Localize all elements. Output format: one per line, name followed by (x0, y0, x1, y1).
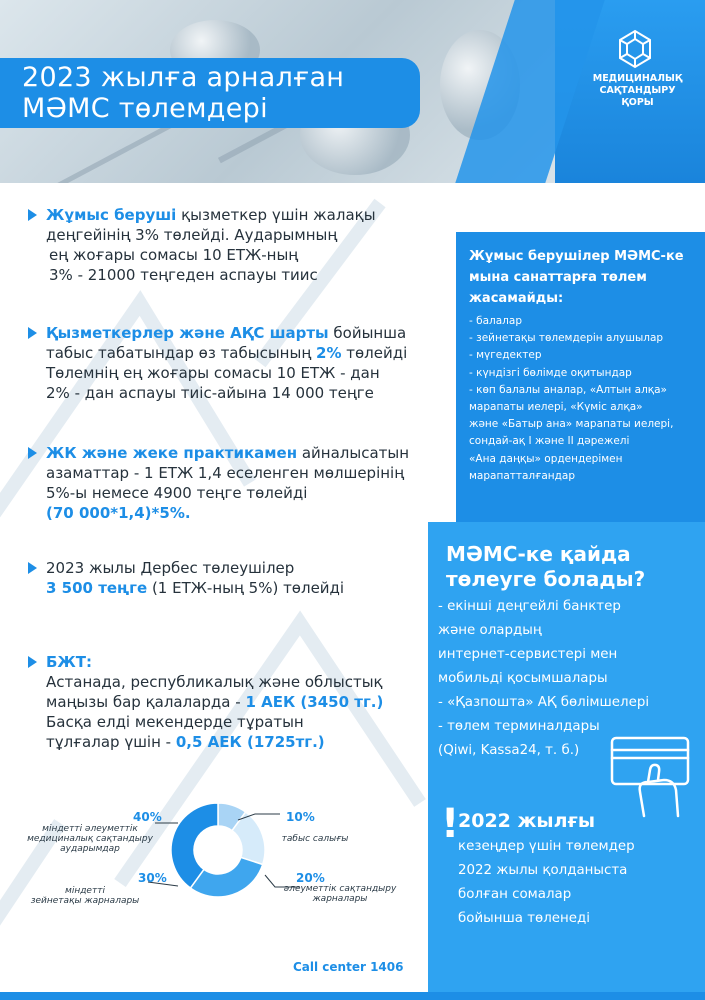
segment-label-line: зейнетақы жарналары (30, 896, 140, 906)
bullet-arrow-icon (28, 562, 37, 574)
list-item: (Qiwi, Kassa24, т. б.) (438, 743, 580, 758)
employees-text: 2% - дан аспауы тиіс-айына 14 000 теңге (46, 384, 374, 402)
fund-logo-icon (614, 28, 656, 70)
call-center-label: Call center 1406 (293, 960, 404, 974)
bullet-arrow-icon (28, 327, 37, 339)
ie-formula: (70 000*1,4)*5%. (46, 504, 191, 522)
segment-percent-label: 20% (296, 871, 325, 885)
ie-text: айналысатын (297, 444, 410, 462)
list-item: - мүгедектер (469, 349, 542, 362)
where-to-pay-panel (428, 522, 705, 1000)
self-payers-item (30, 558, 450, 598)
unemployed-rate-other: 0,5 АЕК (1725тг.) (175, 733, 325, 751)
employer-text: деңгейінің 3% төлейді. Аударымның (46, 226, 338, 244)
employer-item (30, 205, 450, 285)
unemployed-item (30, 652, 450, 752)
logo-text-line: МЕДИЦИНАЛЫҚ (592, 73, 683, 84)
bullet-arrow-icon (28, 447, 37, 459)
list-item: сондай-ақ I және II дәрежелі (469, 435, 630, 448)
list-item: - төлем терминалдары (438, 719, 600, 734)
unemployed-rate-city: 1 АЕК (3450 тг.) (245, 693, 384, 711)
list-item: мобильді қосымшалары (438, 671, 608, 686)
segment-label-line: әлеуметтік сақтандыру (283, 884, 397, 894)
page-title-line2: МӘМС төлемдері (22, 93, 268, 124)
employees-heading: Қызметкерлер және АҚС шарты (46, 324, 329, 342)
employees-item (30, 323, 450, 403)
unemployed-text: тұлғалар үшін - (46, 733, 176, 751)
self-payers-text: 2023 жылы Дербес төлеушілер (46, 559, 295, 577)
unemployed-text: Астанада, республикалық және облыстық (46, 673, 383, 691)
segment-label-mandatory-medical (10, 824, 170, 854)
previous-year-note (458, 835, 635, 931)
segment-label-line: медициналық сақтандыру (27, 834, 153, 844)
list-item: - күндізгі бөлімде оқитындар (469, 366, 632, 379)
deductions-donut-chart (0, 790, 428, 960)
title-band (0, 58, 420, 128)
employer-text: 3% - 21000 теңгеден аспауы тиис (49, 266, 318, 284)
list-item: «Ана даңқы» ордендерімен (469, 452, 623, 465)
page-title-line1: 2023 жылға арналған (22, 62, 345, 93)
bottom-bar (0, 992, 705, 1000)
note-line: 2022 жылы қолданыста (458, 863, 628, 878)
exempt-categories-title (469, 246, 699, 309)
list-item: және «Батыр ана» марапаты иелері, (469, 418, 674, 431)
list-item: - екінші деңгейлі банктер (438, 599, 621, 614)
logo-text-line: ҚОРЫ (621, 97, 654, 108)
panel-title-line: МӘМС-ке қайда (446, 542, 631, 566)
segment-label-line: аударымдар (60, 844, 120, 854)
bullet-arrow-icon (28, 209, 37, 221)
employer-text: қызметкер үшін жалақы (176, 206, 376, 224)
self-payers-text: (1 ЕТЖ-ның 5%) төлейді (147, 579, 345, 597)
exclamation-icon: ! (441, 801, 460, 847)
list-item: интернет-сервистері мен (438, 647, 618, 662)
bullet-arrow-icon (28, 656, 37, 668)
employees-text: төлейді (341, 344, 408, 362)
list-item: - зейнетақы төлемдерін алушылар (469, 332, 664, 345)
exempt-categories-panel (456, 232, 705, 522)
list-item: - балалар (469, 315, 522, 327)
panel-title-line: жасамайды: (469, 291, 564, 306)
panel-title-line: Жұмыс берушілер МӘМС-ке (469, 249, 684, 264)
card-payment-icon (604, 730, 696, 820)
segment-label-line: міндетті әлеуметтік (42, 824, 138, 834)
panel-title-line: төлеуге болады? (446, 567, 646, 591)
segment-percent-label: 40% (133, 810, 162, 824)
note-line: кезеңдер үшін төлемдер (458, 839, 635, 854)
employees-text: табыс табатындар өз табысының (46, 344, 317, 362)
logo-text-line: САҚТАНДЫРУ (599, 85, 676, 96)
employer-heading: Жұмыс беруші (46, 206, 177, 224)
panel-title-line: мына санаттарға төлем (469, 270, 647, 285)
ie-heading: ЖК және жеке практикамен (46, 444, 298, 462)
fund-logo-text (575, 73, 700, 109)
list-item: - көп балалы аналар, «Алтын алқа» (469, 383, 667, 396)
where-to-pay-title (446, 542, 645, 592)
unemployed-heading: БЖТ: (46, 653, 93, 671)
exempt-categories-list (469, 313, 701, 485)
note-line: болған сомалар (458, 887, 572, 902)
unemployed-text: маңызы бар қалаларда - (46, 693, 246, 711)
list-item: марапаты иелері, «Күміс алқа» (469, 401, 643, 414)
list-item: - «Қазпошта» АҚ бөлімшелері (438, 695, 650, 710)
list-item: марапатталғандар (469, 469, 575, 482)
self-payers-amount: 3 500 теңге (46, 579, 148, 597)
unemployed-text: Басқа елді мекендерде тұратын (46, 713, 304, 731)
ie-text: азаматтар - 1 ЕТЖ 1,4 еселенген мөлшерінің (46, 464, 405, 482)
employees-text: Төлемнің ең жоғары сомасы 10 ЕТЖ - дан (46, 364, 380, 382)
previous-year-heading: 2022 жылғы (458, 810, 595, 832)
ie-text: 5%-ы немесе 4900 теңге төлейді (46, 484, 308, 502)
segment-percent-label: 30% (138, 871, 167, 885)
individual-entrepreneur-item (30, 443, 450, 523)
segment-label-pension (10, 886, 160, 906)
segment-percent-label: 10% (286, 810, 315, 824)
employees-text: бойынша (328, 324, 407, 342)
donut-segment (190, 857, 262, 897)
segment-label-line: жарналары (312, 894, 368, 904)
employer-text: ең жоғары сомасы 10 ЕТЖ-ның (49, 246, 299, 264)
note-line: бойынша төленеді (458, 911, 590, 926)
segment-label-social-insurance (270, 884, 410, 904)
segment-label-line: міндетті (65, 886, 105, 896)
employees-percent: 2% (316, 344, 342, 362)
list-item: және олардың (438, 623, 542, 638)
segment-label-income-tax: табыс салығы (281, 834, 349, 844)
